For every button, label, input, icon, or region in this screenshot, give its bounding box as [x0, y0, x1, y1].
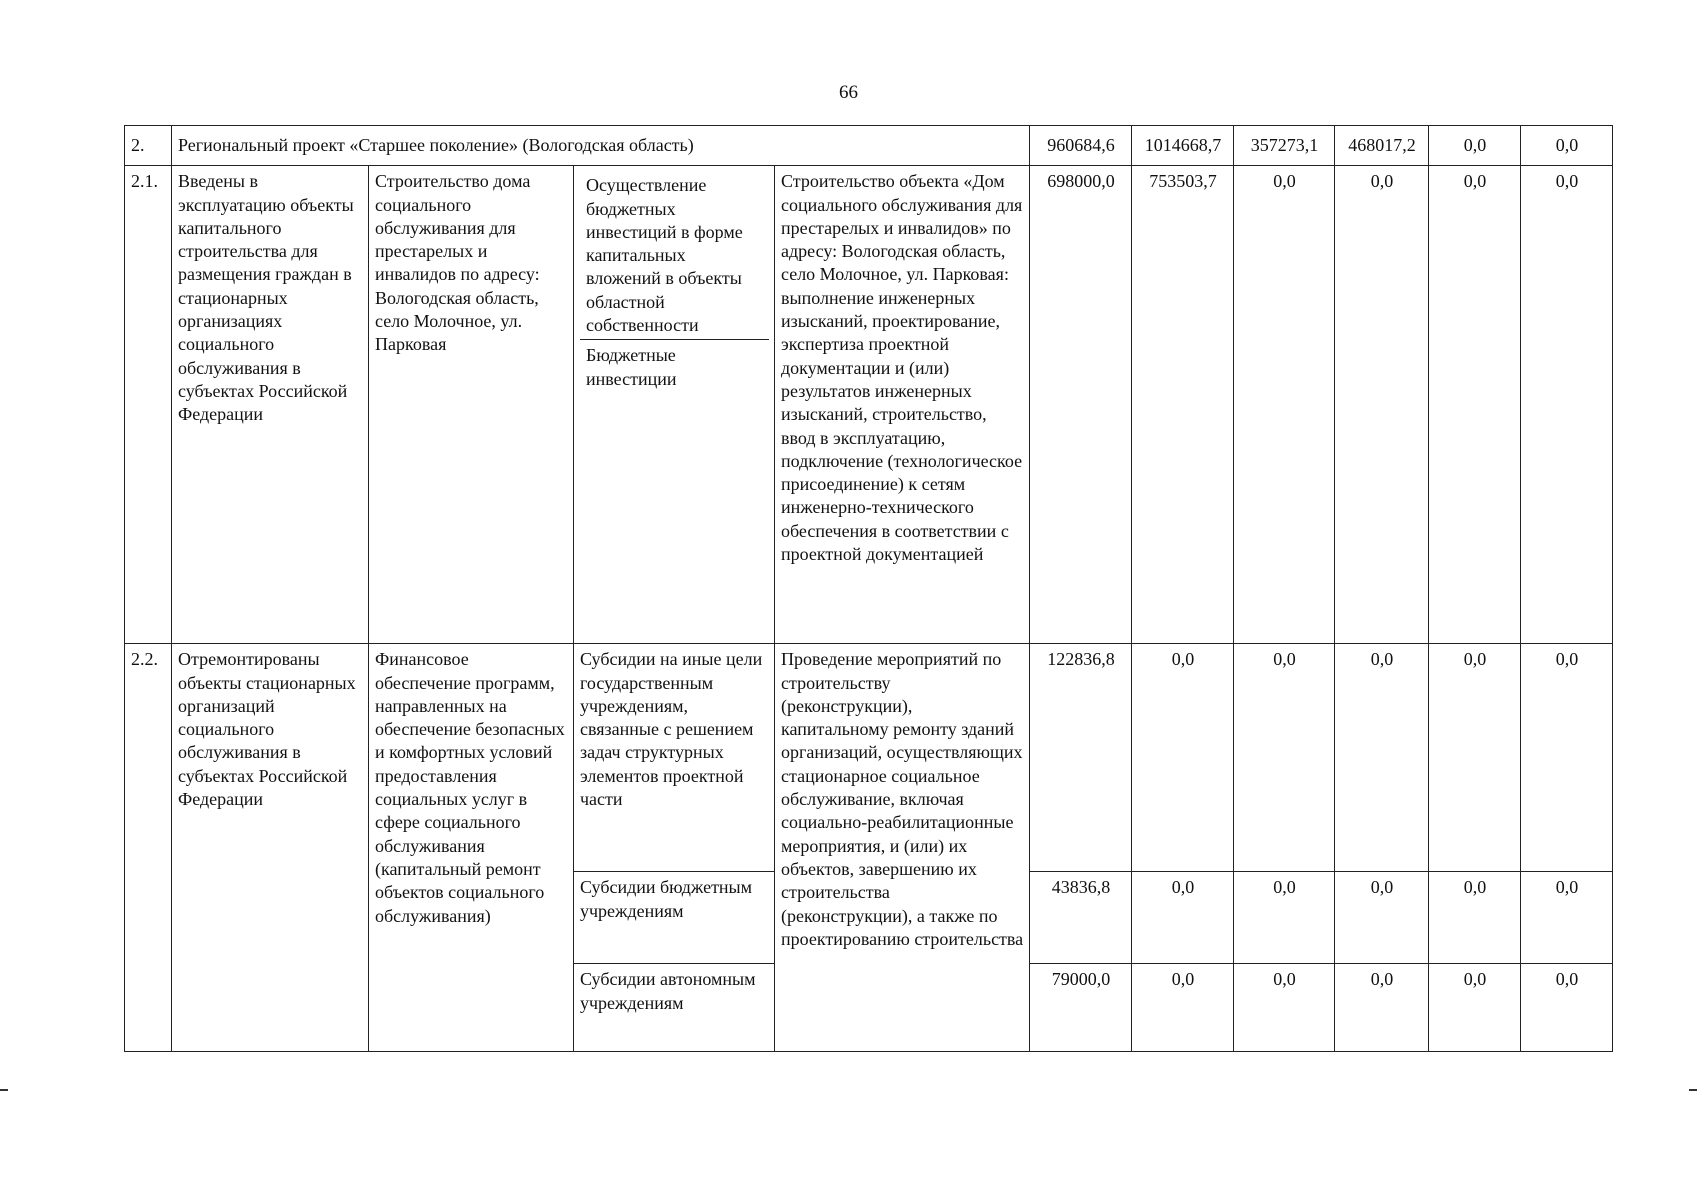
- result-cell: Введены в эксплуатацию объекты капитального строительства для размещения граждан в стационарных организациях социального обслуживания в субъектах Российской Федерации: [172, 166, 369, 644]
- value-2: 753503,7: [1132, 166, 1234, 644]
- section-value-5: 0,0: [1429, 126, 1521, 166]
- value-5: 0,0: [1429, 644, 1521, 872]
- activity-cell: Строительство объекта «Дом социального обслуживания для престарелых и инвалидов» по адресу: Вологодская область, село Молочное, ул. Парковая: выполнение инженерных изысканий, проектирование, экспертиза проектной документации и (или) результатов инженерных изысканий, строительство, ввод в эксплуатацию, подключение (технологическое присоединение) к сетям инженерно-технического обеспечения в соответствии с проектной документацией: [775, 166, 1030, 644]
- value-3: 0,0: [1234, 644, 1335, 872]
- value-4: 0,0: [1335, 964, 1429, 1052]
- value-4: 0,0: [1335, 872, 1429, 964]
- section-row: [125, 126, 1613, 166]
- funding-cell: Субсидии на иные цели государственным учреждениям, связанные с решением задач структурных элементов проектной части: [574, 644, 775, 872]
- table-row-2-1: [125, 166, 1613, 644]
- value-1: 122836,8: [1030, 644, 1132, 872]
- value-6: 0,0: [1521, 166, 1613, 644]
- result-cell: Отремонтированы объекты стационарных организаций социального обслуживания в субъектах Российской Федерации: [172, 644, 369, 1052]
- value-4: 0,0: [1335, 644, 1429, 872]
- budget-table: [124, 125, 1613, 1052]
- funding-cell: Субсидии автономным учреждениям: [574, 964, 775, 1052]
- value-4: 0,0: [1335, 166, 1429, 644]
- section-value-2: 1014668,7: [1132, 126, 1234, 166]
- object-cell: Строительство дома социального обслуживания для престарелых и инвалидов по адресу: Вологодская область, село Молочное, ул. Парковая: [369, 166, 574, 644]
- funding-cell: [574, 166, 775, 644]
- value-6: 0,0: [1521, 644, 1613, 872]
- scan-edge-mark-left: [0, 1089, 8, 1091]
- value-3: 0,0: [1234, 166, 1335, 644]
- section-value-1: 960684,6: [1030, 126, 1132, 166]
- value-1: 43836,8: [1030, 872, 1132, 964]
- section-value-6: 0,0: [1521, 126, 1613, 166]
- section-value-3: 357273,1: [1234, 126, 1335, 166]
- page-number: 66: [839, 82, 858, 103]
- value-2: 0,0: [1132, 872, 1234, 964]
- value-1: 79000,0: [1030, 964, 1132, 1052]
- value-6: 0,0: [1521, 872, 1613, 964]
- value-5: 0,0: [1429, 166, 1521, 644]
- activity-cell: Проведение мероприятий по строительству (реконструкции), капитальному ремонту зданий организаций, осуществляющих стационарное социальное обслуживание, включая социально-реабилитационные мероприятия, и (или) их объектов, завершению их строительства (реконструкции), а также по проектированию строительства: [775, 644, 1030, 1052]
- section-title: Региональный проект «Старшее поколение» (Вологодская область): [172, 126, 1030, 166]
- value-6: 0,0: [1521, 964, 1613, 1052]
- funding-type-2: Бюджетные инвестиции: [580, 339, 769, 394]
- table-row-2-2a: [125, 644, 1613, 872]
- value-3: 0,0: [1234, 964, 1335, 1052]
- value-5: 0,0: [1429, 964, 1521, 1052]
- scan-edge-mark-right: [1689, 1089, 1697, 1091]
- row-number: 2.1.: [125, 166, 172, 644]
- value-3: 0,0: [1234, 872, 1335, 964]
- funding-type-1: Осуществление бюджетных инвестиций в форме капитальных вложений в объекты областной собственности: [586, 175, 743, 336]
- row-number: 2.2.: [125, 644, 172, 1052]
- funding-cell: Субсидии бюджетным учреждениям: [574, 872, 775, 964]
- object-cell: Финансовое обеспечение программ, направленных на обеспечение безопасных и комфортных условий предоставления социальных услуг в сфере социального обслуживания (капитальный ремонт объектов социального обслуживания): [369, 644, 574, 1052]
- section-number: 2.: [125, 126, 172, 166]
- value-1: 698000,0: [1030, 166, 1132, 644]
- value-2: 0,0: [1132, 964, 1234, 1052]
- section-value-4: 468017,2: [1335, 126, 1429, 166]
- value-2: 0,0: [1132, 644, 1234, 872]
- value-5: 0,0: [1429, 872, 1521, 964]
